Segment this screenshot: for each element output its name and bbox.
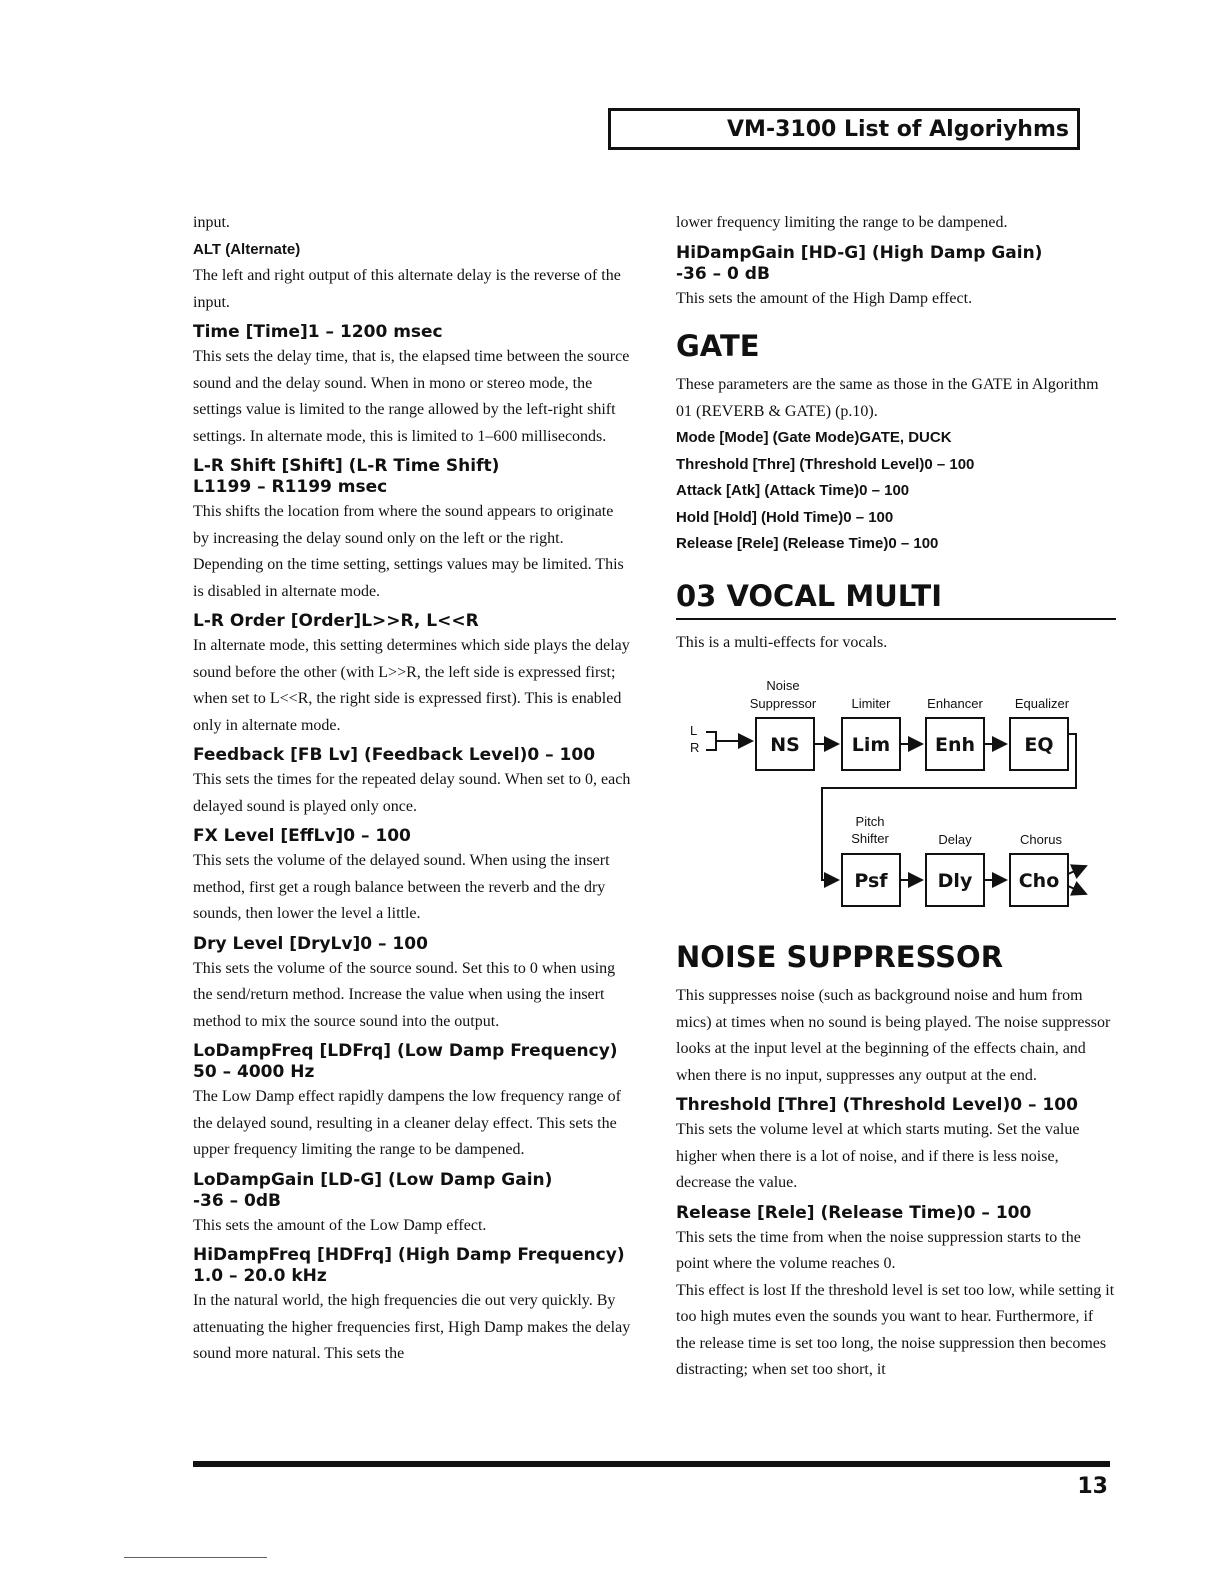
ns-release-description-1: This sets the time from when the noise suppression starts to the point where the volume reaches 0. — [676, 1228, 1081, 1272]
page-number: 13 — [1077, 1474, 1108, 1499]
time-param-heading: Time [Time]1 – 1200 msec — [193, 322, 443, 342]
hi-damp-gain-param-heading — [676, 243, 1116, 285]
lr-order-description: In alternate mode, this setting determines which side plays the delay sound before the other (with L>>R, the left side is expressed first; when set to L<<R, the right side is expressed first). This is enabled only in alternate mode. — [193, 637, 630, 734]
ns-label-line2: Suppressor — [749, 696, 817, 711]
hi-damp-gain-name: HiDampGain [HD-G] (High Damp Gain) — [676, 242, 1043, 263]
left-column — [193, 210, 633, 1368]
header-box — [608, 108, 1080, 150]
ns-box-text: NS — [770, 734, 800, 756]
hi-damp-freq-range: 1.0 – 20.0 kHz — [193, 1266, 327, 1286]
page-header-title: VM-3100 List of Algoriyhms — [727, 117, 1069, 142]
fx-level-description: This sets the volume of the delayed sound. When using the insert method, first get a rough balance between the reverb and the dry sounds, then lower the level a little. — [193, 852, 610, 922]
lim-label: Limiter — [851, 696, 891, 711]
enh-box-text: Enh — [934, 734, 976, 756]
continued-text: input. — [193, 214, 230, 231]
lo-damp-freq-range: 50 – 4000 Hz — [193, 1062, 315, 1082]
vocal-multi-diagram — [676, 660, 1116, 935]
gate-mode-param: Mode [Mode] (Gate Mode)GATE, DUCK — [676, 429, 952, 446]
fx-level-param-heading: FX Level [EffLv]0 – 100 — [193, 826, 411, 846]
gate-hold-param: Hold [Hold] (Hold Time)0 – 100 — [676, 508, 894, 526]
dly-label: Delay — [938, 832, 972, 847]
input-bracket — [706, 732, 716, 750]
lr-shift-description: This shifts the location from where the sound appears to originate by increasing the delay sound only on the left or the right. Depending on the time setting, settings values may be limited. This is disabled in alternate mode. — [193, 503, 624, 600]
right-column — [676, 210, 1116, 1384]
lo-damp-gain-param-heading — [193, 1170, 633, 1212]
cho-box-text: Cho — [1018, 870, 1060, 892]
eq-label: Equalizer — [1014, 696, 1070, 711]
lo-damp-freq-name: LoDampFreq [LDFrq] (Low Damp Frequency) — [193, 1041, 618, 1061]
ns-threshold-description: This sets the volume level at which starts muting. Set the value higher when there is a lot of noise, and if there is less noise, decrease the value. — [676, 1121, 1080, 1191]
hi-damp-freq-description: In the natural world, the high frequencies die out very quickly. By attenuating the higher frequencies first, High Damp makes the delay sound more natural. This sets the — [193, 1292, 631, 1362]
lr-order-param-heading: L-R Order [Order]L>>R, L<<R — [193, 611, 479, 631]
lo-damp-freq-param-heading — [193, 1041, 633, 1083]
input-r-label: R — [690, 740, 700, 755]
lo-damp-gain-description: This sets the amount of the Low Damp effect. — [193, 1216, 487, 1234]
eq-box-text: EQ — [1024, 734, 1054, 756]
decorative-blue-line — [124, 1557, 267, 1558]
alt-description: The left and right output of this alternate delay is the reverse of the input. — [193, 267, 621, 311]
gate-threshold-param: Threshold [Thre] (Threshold Level)0 – 100 — [676, 455, 975, 473]
ns-release-param-heading: Release [Rele] (Release Time)0 – 100 — [676, 1202, 1032, 1223]
vocal-multi-description: This is a multi-effects for vocals. — [676, 633, 888, 651]
footer-rule — [193, 1461, 1110, 1467]
psf-label-line2: Shifter — [851, 831, 889, 846]
lo-damp-gain-range: -36 – 0dB — [193, 1190, 282, 1211]
noise-suppressor-heading: NOISE SUPPRESSOR — [676, 940, 1004, 974]
feedback-description: This sets the times for the repeated delay sound. When set to 0, each delayed sound is played only once. — [193, 771, 631, 815]
effects-chain-svg — [676, 660, 1116, 935]
cho-label: Chorus — [1020, 832, 1062, 847]
hi-damp-freq-param-heading — [193, 1245, 633, 1287]
ns-label-line1: Noise — [766, 678, 800, 693]
psf-label-line1: Pitch — [855, 814, 885, 829]
gate-description: These parameters are the same as those in the GATE in Algorithm 01 (REVERB & GATE) (p.10). — [676, 376, 1099, 420]
hi-damp-gain-range: -36 – 0 dB — [676, 263, 770, 284]
lr-shift-range: L1199 – R1199 msec — [193, 477, 388, 497]
dry-level-param-heading: Dry Level [DryLv]0 – 100 — [193, 933, 428, 954]
alt-subheading: ALT (Alternate) — [193, 240, 301, 258]
gate-heading: GATE — [676, 329, 760, 363]
input-l-label: L — [690, 723, 698, 738]
gate-attack-param: Attack [Atk] (Attack Time)0 – 100 — [676, 482, 910, 499]
lim-box-text: Lim — [851, 734, 891, 756]
gate-release-param: Release [Rele] (Release Time)0 – 100 — [676, 535, 939, 552]
lr-shift-param-heading — [193, 456, 633, 498]
continued-text-right: lower frequency limiting the range to be dampened. — [676, 214, 1008, 231]
vocal-multi-heading: 03 VOCAL MULTI — [676, 576, 1116, 620]
hi-damp-gain-description: This sets the amount of the High Damp effect. — [676, 289, 973, 307]
dly-box-text: Dly — [937, 870, 973, 892]
feedback-param-heading: Feedback [FB Lv] (Feedback Level)0 – 100 — [193, 745, 596, 765]
ns-release-description-2: This effect is lost If the threshold level is set too low, while setting it too high mutes even the sounds you want to hear. Furthermore, if the release time is set too long, the noise suppression then becomes distracting; when set too short, it — [676, 1281, 1115, 1378]
arrow-out-r — [1068, 886, 1086, 894]
time-description: This sets the delay time, that is, the elapsed time between the source sound and the delay sound. When in mono or stereo mode, the settings value is limited to the range allowed by the left-right shift settings. In alternate mode, this is limited to 1–600 milliseconds. — [193, 348, 630, 445]
enh-label: Enhancer — [927, 696, 983, 711]
lo-damp-freq-description: The Low Damp effect rapidly dampens the low frequency range of the delayed sound, resulting in a cleaner delay effect. This sets the upper frequency limiting the range to be dampened. — [193, 1088, 621, 1158]
noise-suppressor-description: This suppresses noise (such as background noise and hum from mics) at times when no sound is being played. The noise suppressor looks at the input level at the beginning of the effects chain, and when there is no input, suppresses any output at the end. — [676, 987, 1111, 1084]
ns-threshold-param-heading: Threshold [Thre] (Threshold Level)0 – 100 — [676, 1095, 1078, 1115]
dry-level-description: This sets the volume of the source sound. Set this to 0 when using the send/return method. Increase the value when using the insert method to mix the source sound into the output. — [193, 959, 616, 1030]
lo-damp-gain-name: LoDampGain [LD-G] (Low Damp Gain) — [193, 1169, 553, 1190]
lr-shift-name: L-R Shift [Shift] (L-R Time Shift) — [193, 456, 500, 476]
hi-damp-freq-name: HiDampFreq [HDFrq] (High Damp Frequency) — [193, 1245, 625, 1265]
psf-box-text: Psf — [854, 870, 888, 892]
arrow-out-l — [1068, 866, 1086, 874]
